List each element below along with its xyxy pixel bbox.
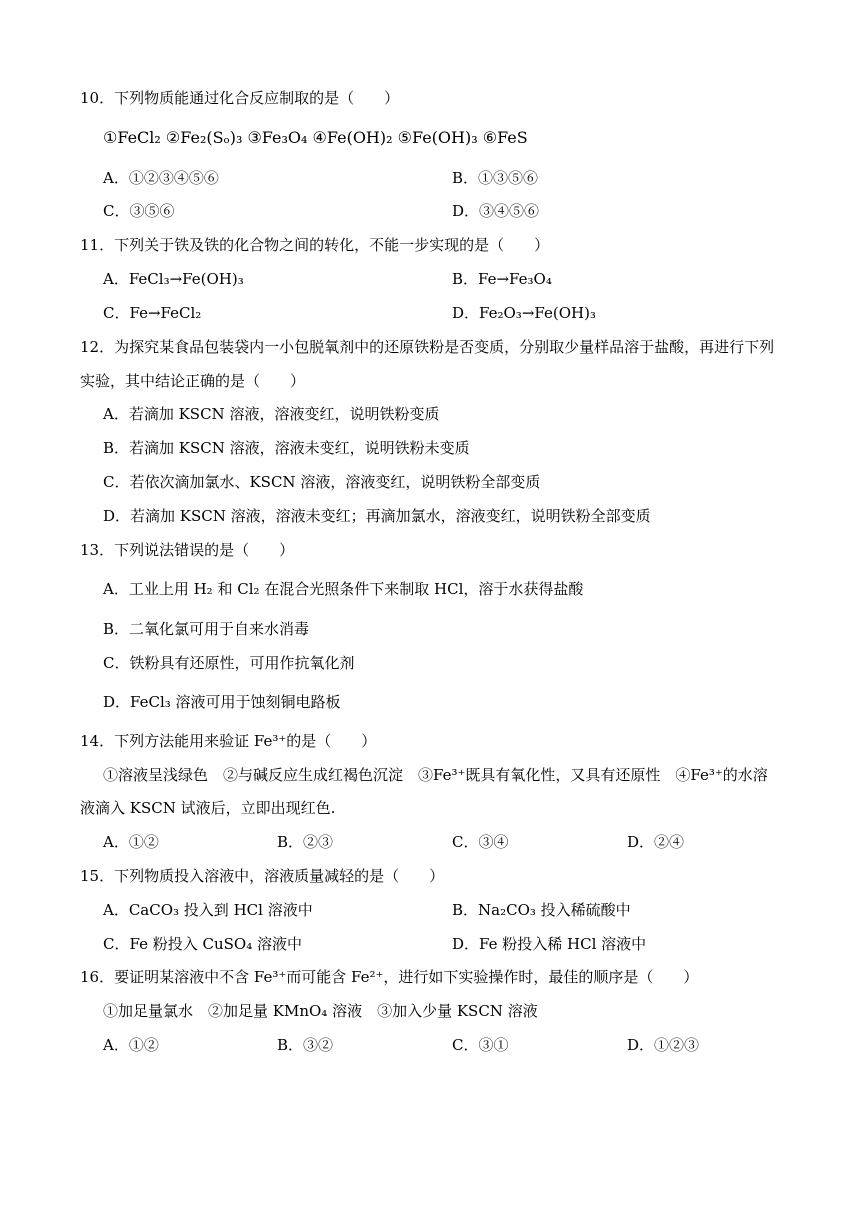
q15-option-d: D．Fe 粉投入稀 HCl 溶液中 [452, 935, 647, 953]
q14-option-b: B．②③ [277, 833, 334, 851]
q14-option-a: A．①② [103, 833, 159, 851]
q10-option-c: C．③⑤⑥ [103, 202, 175, 220]
q10-stem: 10．下列物质能通过化合反应制取的是（ ） [80, 89, 400, 107]
q11-option-c: C．Fe→FeCl₂ [103, 304, 202, 322]
q10-option-b: B．①③⑤⑥ [452, 169, 539, 187]
q16-option-b: B．③② [277, 1036, 334, 1054]
q13-option-d: D．FeCl₃ 溶液可用于蚀刻铜电路板 [103, 693, 341, 711]
q14-items-line1: ①溶液呈浅绿色 ②与碱反应生成红褐色沉淀 ③Fe³⁺既具有氧化性，又具有还原性 ④Fe³⁺的水溶 [103, 766, 768, 784]
q11-option-b: B．Fe→Fe₃O₄ [452, 270, 552, 288]
q14-option-d: D．②④ [627, 833, 685, 851]
q12-option-b: B．若滴加 KSCN 溶液，溶液未变红，说明铁粉未变质 [103, 439, 470, 457]
q16-option-d: D．①②③ [627, 1036, 700, 1054]
q16-option-c: C．③① [452, 1036, 509, 1054]
q12-stem-line2: 实验，其中结论正确的是（ ） [80, 372, 306, 390]
q13-stem: 13．下列说法错误的是（ ） [80, 541, 295, 559]
q11-stem: 11．下列关于铁及铁的化合物之间的转化，不能一步实现的是（ ） [80, 236, 550, 254]
q10-items: ①FeCl₂ ②Fe₂(Sₒ)₃ ③Fe₃O₄ ④Fe(OH)₂ ⑤Fe(OH)₃ ⑥FeS [103, 128, 528, 147]
q15-option-c: C．Fe 粉投入 CuSO₄ 溶液中 [103, 935, 302, 953]
q10-option-a: A．①②③④⑤⑥ [103, 169, 219, 187]
q15-stem: 15．下列物质投入溶液中，溶液质量减轻的是（ ） [80, 867, 445, 885]
q16-stem: 16．要证明某溶液中不含 Fe³⁺而可能含 Fe²⁺，进行如下实验操作时，最佳的顺序是（ ） [80, 968, 699, 986]
q11-option-a: A．FeCl₃→Fe(OH)₃ [103, 270, 244, 288]
q11-option-d: D．Fe₂O₃→Fe(OH)₃ [452, 304, 596, 322]
q10-option-d: D．③④⑤⑥ [452, 202, 540, 220]
q13-option-b: B．二氧化氯可用于自来水消毒 [103, 620, 310, 638]
q16-option-a: A．①② [103, 1036, 159, 1054]
q14-stem: 14．下列方法能用来验证 Fe³⁺的是（ ） [80, 732, 377, 750]
q12-option-c: C．若依次滴加氯水、KSCN 溶液，溶液变红，说明铁粉全部变质 [103, 473, 541, 491]
q12-option-d: D．若滴加 KSCN 溶液，溶液未变红；再滴加氯水，溶液变红，说明铁粉全部变质 [103, 507, 651, 525]
q13-option-c: C．铁粉具有还原性，可用作抗氧化剂 [103, 654, 355, 672]
q15-option-b: B．Na₂CO₃ 投入稀硫酸中 [452, 901, 631, 919]
q13-option-a: A．工业上用 H₂ 和 Cl₂ 在混合光照条件下来制取 HCl，溶于水获得盐酸 [103, 580, 584, 598]
q14-items-line2: 液滴入 KSCN 试液后，立即出现红色. [80, 799, 336, 817]
q12-stem-line1: 12．为探究某食品包装袋内一小包脱氧剂中的还原铁粉是否变质，分别取少量样品溶于盐酸，再进行下列 [80, 338, 775, 356]
q12-option-a: A．若滴加 KSCN 溶液，溶液变红，说明铁粉变质 [103, 405, 440, 423]
q16-items: ①加足量氯水 ②加足量 KMnO₄ 溶液 ③加入少量 KSCN 溶液 [103, 1002, 538, 1020]
q14-option-c: C．③④ [452, 833, 509, 851]
q15-option-a: A．CaCO₃ 投入到 HCl 溶液中 [103, 901, 313, 919]
